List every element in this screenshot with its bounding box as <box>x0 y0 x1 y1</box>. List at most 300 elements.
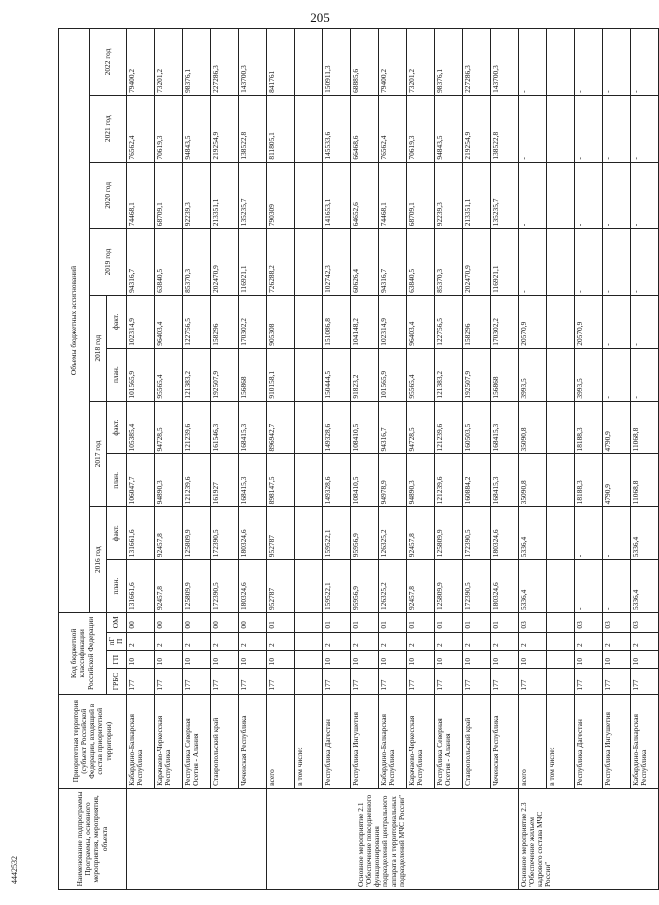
value-cell: 94728,5 <box>154 401 182 454</box>
code-om-cell: 01 <box>406 613 434 633</box>
value-cell: 180324,6 <box>238 507 266 560</box>
code-om-cell: 00 <box>126 613 154 633</box>
code-pgp-cell: 2 <box>210 632 238 650</box>
value-cell: 143700,3 <box>238 29 266 96</box>
value-cell: 95956,9 <box>350 560 378 613</box>
code-gp-cell: 10 <box>210 650 238 668</box>
value-cell: 5336,4 <box>518 560 546 613</box>
value-cell: 63840,5 <box>154 229 182 296</box>
value-cell: 125809,9 <box>182 507 210 560</box>
value-cell: 151086,8 <box>322 295 350 348</box>
value-cell: 131661,6 <box>126 560 154 613</box>
value-cell: 79400,2 <box>378 29 406 96</box>
value-cell <box>294 162 322 229</box>
code-gp-cell: 10 <box>266 650 294 668</box>
value-cell: 70619,3 <box>154 95 182 162</box>
header-plan-2017: план. <box>107 454 127 507</box>
code-grbs-cell: 177 <box>574 669 602 694</box>
code-grbs-cell: 177 <box>266 669 294 694</box>
region-cell: Республика Северная Осетия - Алания <box>182 694 210 788</box>
code-grbs-cell: 177 <box>490 669 518 694</box>
code-gp-cell: 10 <box>322 650 350 668</box>
value-cell: 98376,1 <box>182 29 210 96</box>
value-cell: - <box>574 29 602 96</box>
value-cell: 94978,9 <box>378 454 406 507</box>
value-cell: - <box>602 295 630 348</box>
code-gp-cell: 10 <box>490 650 518 668</box>
value-cell <box>546 348 574 401</box>
code-gp-cell: 10 <box>406 650 434 668</box>
code-gp-cell: 10 <box>630 650 658 668</box>
value-cell: 85370,3 <box>182 229 210 296</box>
value-cell: 149328,6 <box>322 401 350 454</box>
value-cell: - <box>574 229 602 296</box>
value-cell: 202470,9 <box>462 229 490 296</box>
value-cell: 126325,2 <box>378 507 406 560</box>
code-om-cell: 03 <box>574 613 602 633</box>
table-row <box>462 29 490 890</box>
value-cell <box>546 162 574 229</box>
header-name: Наименование подпрограммы Программы, основного мероприятия, мероприятия, объекта <box>59 788 127 889</box>
value-cell: - <box>602 560 630 613</box>
value-cell <box>294 401 322 454</box>
value-cell: 98376,1 <box>434 29 462 96</box>
code-gp-cell <box>546 650 574 668</box>
code-om-cell: 00 <box>154 613 182 633</box>
value-cell: 180324,6 <box>238 560 266 613</box>
value-cell: 172390,5 <box>462 507 490 560</box>
table-row <box>210 29 238 890</box>
code-grbs-cell: 177 <box>238 669 266 694</box>
value-cell: 219254,9 <box>210 95 238 162</box>
value-cell: - <box>574 95 602 162</box>
code-pgp-cell: 2 <box>322 632 350 650</box>
value-cell: - <box>518 229 546 296</box>
table-row <box>238 29 266 890</box>
header-fact-2018: факт. <box>107 295 127 348</box>
value-cell: 811805,1 <box>266 95 294 162</box>
value-cell: 95956,9 <box>350 507 378 560</box>
value-cell: 94890,3 <box>154 454 182 507</box>
code-pgp-cell: 2 <box>406 632 434 650</box>
value-cell: 138522,8 <box>238 95 266 162</box>
value-cell: 11068,8 <box>630 454 658 507</box>
code-grbs-cell: 177 <box>434 669 462 694</box>
table-row <box>574 29 602 890</box>
header-code-om: ОМ <box>107 613 127 633</box>
value-cell <box>546 29 574 96</box>
value-cell: 116921,1 <box>490 229 518 296</box>
value-cell: 141653,1 <box>322 162 350 229</box>
value-cell: 18188,3 <box>574 454 602 507</box>
table-row <box>518 29 546 890</box>
table-row <box>350 29 378 890</box>
value-cell: 910158,1 <box>266 348 294 401</box>
region-cell: Ставропольский край <box>210 694 238 788</box>
table-row <box>490 29 518 890</box>
code-grbs-cell: 177 <box>350 669 378 694</box>
value-cell: 161927 <box>210 454 238 507</box>
value-cell: 952787 <box>266 507 294 560</box>
value-cell: 180324,6 <box>490 507 518 560</box>
value-cell: - <box>630 162 658 229</box>
code-om-cell: 00 <box>238 613 266 633</box>
region-cell: всего <box>518 694 546 788</box>
value-cell <box>294 29 322 96</box>
value-cell: 150911,3 <box>322 29 350 96</box>
value-cell: 94316,7 <box>378 229 406 296</box>
code-om-cell: 01 <box>434 613 462 633</box>
value-cell: 170302,2 <box>238 295 266 348</box>
value-cell: - <box>602 229 630 296</box>
code-gp-cell: 10 <box>602 650 630 668</box>
value-cell <box>294 95 322 162</box>
value-cell: 102314,9 <box>126 295 154 348</box>
header-year-2022: 2022 год <box>90 29 127 96</box>
header-plan-2018: план. <box>107 348 127 401</box>
code-pgp-cell: 2 <box>154 632 182 650</box>
code-grbs-cell: 177 <box>182 669 210 694</box>
value-cell: 125809,9 <box>434 560 462 613</box>
code-pgp-cell: 2 <box>378 632 406 650</box>
code-om-cell: 00 <box>182 613 210 633</box>
table-row <box>434 29 462 890</box>
code-om-cell: 01 <box>462 613 490 633</box>
value-cell <box>546 401 574 454</box>
code-gp-cell: 10 <box>434 650 462 668</box>
value-cell: 219254,9 <box>462 95 490 162</box>
table-row <box>294 29 322 890</box>
value-cell: 121239,6 <box>182 454 210 507</box>
value-cell: - <box>574 560 602 613</box>
value-cell: 172390,5 <box>210 507 238 560</box>
code-grbs-cell <box>294 669 322 694</box>
value-cell: 101565,9 <box>378 348 406 401</box>
table-row <box>546 29 574 890</box>
value-cell: - <box>518 95 546 162</box>
value-cell: 5336,4 <box>518 507 546 560</box>
region-cell: Республика Дагестан <box>322 694 350 788</box>
value-cell: - <box>630 95 658 162</box>
value-cell: 95565,4 <box>154 348 182 401</box>
code-pgp-cell: 2 <box>238 632 266 650</box>
table-row <box>126 29 154 890</box>
value-cell: 952787 <box>266 560 294 613</box>
header-volumes: Объемы бюджетных ассигнований <box>59 29 90 613</box>
value-cell: - <box>602 95 630 162</box>
code-om-cell: 03 <box>518 613 546 633</box>
value-cell: 94316,7 <box>378 401 406 454</box>
code-om-cell: 01 <box>266 613 294 633</box>
value-cell: 145533,6 <box>322 95 350 162</box>
value-cell: 125809,9 <box>434 507 462 560</box>
value-cell: - <box>602 348 630 401</box>
value-cell: 213351,1 <box>462 162 490 229</box>
code-om-cell: 03 <box>630 613 658 633</box>
region-cell: Кабардино-Балкарская Республика <box>126 694 154 788</box>
code-pgp-cell: 2 <box>630 632 658 650</box>
header-year-2016: 2016 год <box>90 507 107 613</box>
table-body <box>126 29 658 890</box>
value-cell: - <box>602 162 630 229</box>
value-cell: 905308 <box>266 295 294 348</box>
value-cell <box>546 507 574 560</box>
value-cell: 898147,5 <box>266 454 294 507</box>
value-cell: 5336,4 <box>630 560 658 613</box>
main-activity-label: Основное мероприятие 2.1 "Обеспечение повседневного функционирования подразделений центрального аппарата и территориальных подразделений МЧС России" <box>266 788 518 889</box>
region-cell: всего <box>266 694 294 788</box>
value-cell: 841761 <box>266 29 294 96</box>
code-pgp-cell: 2 <box>518 632 546 650</box>
code-om-cell <box>546 613 574 633</box>
value-cell: 126325,2 <box>378 560 406 613</box>
code-grbs-cell <box>546 669 574 694</box>
document-code: 4442532 <box>10 856 19 884</box>
value-cell: 73201,2 <box>154 29 182 96</box>
region-cell: Кабардино-Балкарская Республика <box>630 694 658 788</box>
header-region: Приоритетная территория (субъект Российской Федерации, входящий в состав приоритетной территории) <box>59 694 127 788</box>
region-cell: Карачаево-Черкесская Республика <box>154 694 182 788</box>
header-year-2019: 2019 год <box>90 229 127 296</box>
value-cell: 121383,2 <box>182 348 210 401</box>
value-cell: 92239,3 <box>434 162 462 229</box>
main-activity-label: Основное мероприятие 2.3 "Обеспечение жильем кадрового состава МЧС России" <box>518 788 658 889</box>
value-cell: 74468,1 <box>378 162 406 229</box>
value-cell: 96403,4 <box>154 295 182 348</box>
region-cell: Республика Ингушетия <box>602 694 630 788</box>
code-gp-cell: 10 <box>154 650 182 668</box>
value-cell: 158296 <box>462 295 490 348</box>
value-cell: 149328,6 <box>322 454 350 507</box>
code-pgp-cell: 2 <box>266 632 294 650</box>
value-cell: 160884,2 <box>462 454 490 507</box>
region-cell: Ставропольский край <box>462 694 490 788</box>
value-cell: 35090,8 <box>518 401 546 454</box>
region-cell: Чеченская Республика <box>238 694 266 788</box>
header-year-2018: 2018 год <box>90 295 107 401</box>
value-cell: - <box>630 229 658 296</box>
value-cell: 143700,3 <box>490 29 518 96</box>
value-cell: 159522,1 <box>322 560 350 613</box>
value-cell: 896942,7 <box>266 401 294 454</box>
value-cell: 3993,5 <box>518 348 546 401</box>
code-pgp-cell: 2 <box>182 632 210 650</box>
region-cell: Кабардино-Балкарская Республика <box>378 694 406 788</box>
value-cell: 94843,5 <box>182 95 210 162</box>
value-cell: 76562,4 <box>378 95 406 162</box>
value-cell: 101565,9 <box>126 348 154 401</box>
code-om-cell <box>294 613 322 633</box>
value-cell: 66468,6 <box>350 95 378 162</box>
value-cell <box>294 454 322 507</box>
value-cell: 108410,5 <box>350 454 378 507</box>
value-cell: 158296 <box>210 295 238 348</box>
value-cell: 121239,6 <box>434 454 462 507</box>
value-cell: 160503,5 <box>462 401 490 454</box>
value-cell: 135235,7 <box>490 162 518 229</box>
value-cell: 20570,9 <box>518 295 546 348</box>
code-pgp-cell: 2 <box>434 632 462 650</box>
code-gp-cell: 10 <box>126 650 154 668</box>
value-cell: - <box>630 29 658 96</box>
code-grbs-cell: 177 <box>322 669 350 694</box>
value-cell: 85370,3 <box>434 229 462 296</box>
value-cell: 168415,3 <box>490 454 518 507</box>
value-cell: - <box>574 507 602 560</box>
value-cell: 122756,5 <box>182 295 210 348</box>
code-gp-cell: 10 <box>378 650 406 668</box>
value-cell: 159522,1 <box>322 507 350 560</box>
table-row <box>266 29 294 890</box>
code-grbs-cell: 177 <box>462 669 490 694</box>
value-cell: 726288,2 <box>266 229 294 296</box>
value-cell: - <box>630 295 658 348</box>
page-number: 205 <box>310 10 330 25</box>
code-gp-cell: 10 <box>350 650 378 668</box>
code-gp-cell <box>294 650 322 668</box>
header-year-2020: 2020 год <box>90 162 127 229</box>
code-gp-cell: 10 <box>574 650 602 668</box>
header-code-grbs: ГРБС <box>107 669 127 694</box>
table-row <box>154 29 182 890</box>
value-cell: 92457,8 <box>406 560 434 613</box>
value-cell: 102742,3 <box>322 229 350 296</box>
code-gp-cell: 10 <box>182 650 210 668</box>
value-cell: 5336,4 <box>630 507 658 560</box>
value-cell <box>294 229 322 296</box>
value-cell: 168415,3 <box>238 401 266 454</box>
region-cell: Республика Дагестан <box>574 694 602 788</box>
value-cell: 180324,6 <box>490 560 518 613</box>
header-code-gp: ГП <box>107 650 127 668</box>
value-cell <box>546 560 574 613</box>
value-cell: 116921,1 <box>238 229 266 296</box>
value-cell: 4790,9 <box>602 401 630 454</box>
value-cell: 121239,6 <box>182 401 210 454</box>
code-pgp-cell: 2 <box>490 632 518 650</box>
table-row <box>406 29 434 890</box>
value-cell: - <box>602 29 630 96</box>
code-om-cell: 01 <box>490 613 518 633</box>
value-cell: 35090,8 <box>518 454 546 507</box>
code-pgp-cell: 2 <box>574 632 602 650</box>
value-cell: 94728,5 <box>406 401 434 454</box>
value-cell: 121239,6 <box>434 401 462 454</box>
table-header <box>59 29 127 890</box>
code-pgp-cell <box>294 632 322 650</box>
value-cell: - <box>518 29 546 96</box>
value-cell: 96403,4 <box>406 295 434 348</box>
code-grbs-cell: 177 <box>378 669 406 694</box>
region-cell: в том числе: <box>294 694 322 788</box>
value-cell: 11068,8 <box>630 401 658 454</box>
value-cell <box>294 560 322 613</box>
rotated-table-container <box>58 28 648 890</box>
code-grbs-cell: 177 <box>154 669 182 694</box>
value-cell: 108410,5 <box>350 401 378 454</box>
value-cell: 170302,2 <box>490 295 518 348</box>
header-year-2017: 2017 год <box>90 401 107 507</box>
code-grbs-cell: 177 <box>406 669 434 694</box>
value-cell: 106047,7 <box>126 454 154 507</box>
value-cell: 161546,3 <box>210 401 238 454</box>
table-row <box>182 29 210 890</box>
value-cell: 92239,3 <box>182 162 210 229</box>
value-cell: 192507,9 <box>462 348 490 401</box>
value-cell: 104148,2 <box>350 295 378 348</box>
table-row <box>378 29 406 890</box>
code-pgp-cell: 2 <box>350 632 378 650</box>
code-pgp-cell: 2 <box>462 632 490 650</box>
value-cell: 102314,9 <box>378 295 406 348</box>
value-cell: 3993,5 <box>574 348 602 401</box>
value-cell: 156868 <box>490 348 518 401</box>
value-cell: 4790,9 <box>602 454 630 507</box>
value-cell: 74468,1 <box>126 162 154 229</box>
value-cell: 135235,7 <box>238 162 266 229</box>
value-cell <box>546 454 574 507</box>
region-cell: Чеченская Республика <box>490 694 518 788</box>
value-cell: 68709,1 <box>154 162 182 229</box>
value-cell: 94843,5 <box>434 95 462 162</box>
code-om-cell: 01 <box>350 613 378 633</box>
value-cell: 70619,3 <box>406 95 434 162</box>
code-grbs-cell: 177 <box>518 669 546 694</box>
value-cell: - <box>630 348 658 401</box>
value-cell: 94316,7 <box>126 229 154 296</box>
code-gp-cell: 10 <box>462 650 490 668</box>
value-cell: 150444,5 <box>322 348 350 401</box>
value-cell: 168415,3 <box>238 454 266 507</box>
value-cell: 92457,8 <box>406 507 434 560</box>
value-cell: - <box>518 162 546 229</box>
code-pgp-cell <box>546 632 574 650</box>
table-row <box>630 29 658 890</box>
value-cell: 68709,1 <box>406 162 434 229</box>
value-cell: 63840,5 <box>406 229 434 296</box>
region-cell: Республика Ингушетия <box>350 694 378 788</box>
value-cell: 172390,5 <box>210 560 238 613</box>
code-gp-cell: 10 <box>518 650 546 668</box>
value-cell <box>546 295 574 348</box>
code-om-cell: 01 <box>378 613 406 633</box>
code-grbs-cell: 177 <box>126 669 154 694</box>
row-name-empty <box>126 788 266 889</box>
code-om-cell: 00 <box>210 613 238 633</box>
value-cell <box>294 295 322 348</box>
value-cell: 168415,3 <box>490 401 518 454</box>
value-cell: 92457,8 <box>154 507 182 560</box>
value-cell <box>546 229 574 296</box>
value-cell: 91823,2 <box>350 348 378 401</box>
value-cell <box>294 348 322 401</box>
code-om-cell: 01 <box>322 613 350 633</box>
value-cell: 172390,5 <box>462 560 490 613</box>
code-grbs-cell: 177 <box>602 669 630 694</box>
value-cell: 202470,9 <box>210 229 238 296</box>
value-cell <box>294 507 322 560</box>
value-cell: 121383,2 <box>434 348 462 401</box>
header-fact-2016: факт. <box>107 507 127 560</box>
header-code-group: Код бюджетной классификации Российской Федерации <box>59 613 107 695</box>
value-cell: 138522,8 <box>490 95 518 162</box>
value-cell: 73201,2 <box>406 29 434 96</box>
value-cell: 76562,4 <box>126 95 154 162</box>
value-cell: 227286,3 <box>210 29 238 96</box>
value-cell: 192507,9 <box>210 348 238 401</box>
code-om-cell: 03 <box>602 613 630 633</box>
value-cell: 125809,9 <box>182 560 210 613</box>
